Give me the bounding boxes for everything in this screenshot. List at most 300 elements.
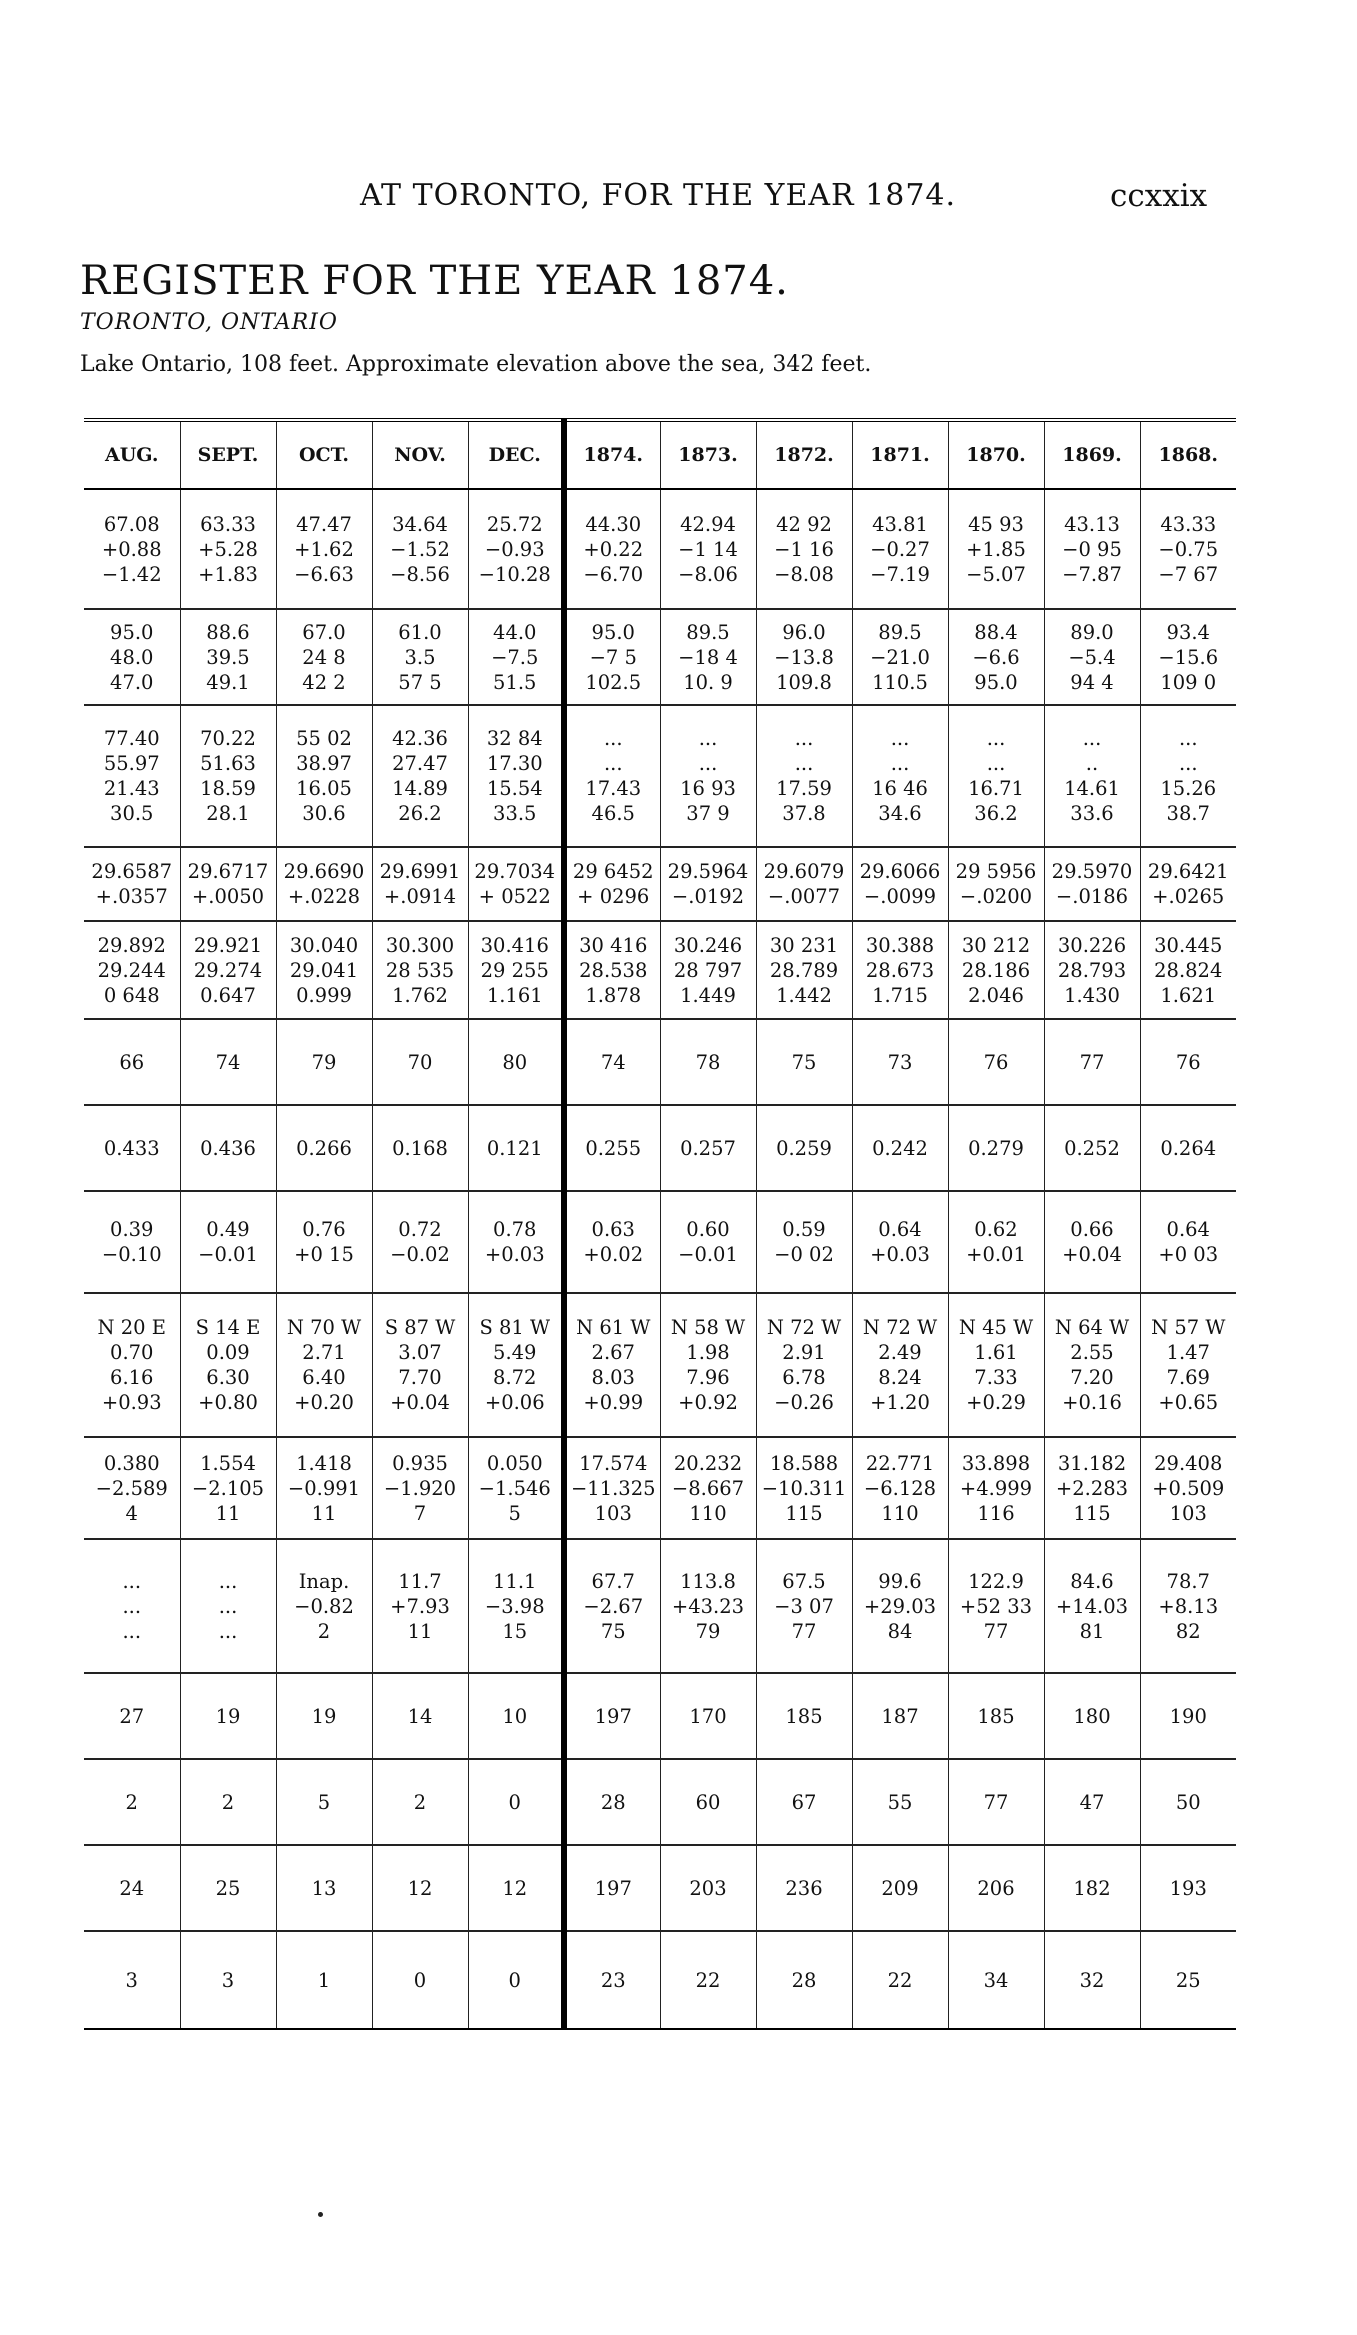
- table-cell: [276, 1673, 372, 1759]
- table-cell: [852, 1293, 948, 1437]
- cell-value: 42.94: [680, 512, 736, 536]
- table-cell: [756, 609, 852, 705]
- cell-value: 8.72: [493, 1366, 537, 1389]
- cell-value: 70.22: [200, 727, 256, 750]
- table-cell: [468, 1539, 564, 1673]
- table-cell: [1140, 489, 1236, 609]
- table-row: [84, 847, 1236, 921]
- cell-value: −2.589: [95, 1476, 168, 1500]
- table-cell: [852, 609, 948, 705]
- cell-value: 7: [413, 1501, 427, 1525]
- cell-value: +1.83: [198, 562, 258, 586]
- cell-value: ...: [603, 727, 623, 750]
- table-cell: [660, 1845, 756, 1931]
- cell-value: 10. 9: [683, 670, 733, 694]
- cell-value: 5: [508, 1501, 521, 1525]
- cell-value: −2.67: [583, 1594, 644, 1618]
- table-cell: [564, 1019, 660, 1105]
- table-cell: [948, 1105, 1044, 1191]
- table-cell: [276, 1759, 372, 1845]
- cell-value: −0.82: [294, 1594, 354, 1618]
- table-cell: [660, 1759, 756, 1845]
- register-table: [84, 400, 1236, 2030]
- column-header: 1871.: [852, 420, 948, 489]
- cell-value: −10.28: [478, 562, 551, 586]
- cell-value: −1 14: [678, 537, 738, 561]
- cell-value: ...: [1178, 727, 1198, 750]
- table-cell: [276, 1539, 372, 1673]
- cell-value: 28 535: [385, 958, 455, 982]
- cell-value: 47: [1079, 1790, 1105, 1814]
- cell-value: +8.13: [1158, 1594, 1219, 1618]
- table-cell: [1044, 1191, 1140, 1293]
- cell-value: 99.6: [878, 1569, 922, 1593]
- table-cell: [1140, 921, 1236, 1019]
- cell-value: +1.62: [294, 537, 354, 561]
- cell-value: 1: [317, 1968, 331, 1992]
- cell-value: 6.78: [782, 1366, 826, 1389]
- table-cell: [84, 489, 180, 609]
- register-elevation: Lake Ontario, 108 feet. Approximate elevation above the sea, 342 feet.: [80, 352, 872, 377]
- cell-value: 28.1: [206, 802, 250, 825]
- cell-value: 78: [695, 1050, 721, 1074]
- cell-value: 30.300: [385, 933, 455, 957]
- table-cell: [756, 1673, 852, 1759]
- table-cell: [1044, 921, 1140, 1019]
- table-cell: [180, 1845, 276, 1931]
- table-cell: [564, 1539, 660, 1673]
- table-cell: [756, 1293, 852, 1437]
- table-cell: [276, 1931, 372, 2029]
- cell-value: 32: [1079, 1968, 1105, 1992]
- table-cell: [564, 1191, 660, 1293]
- page-number: ccxxix: [1110, 178, 1208, 214]
- cell-value: 11: [407, 1619, 433, 1643]
- table-cell: [564, 1845, 660, 1931]
- cell-value: 29.6421: [1147, 860, 1229, 883]
- cell-value: 0.64: [1166, 1218, 1210, 1241]
- cell-value: ...: [890, 752, 910, 775]
- cell-value: −6.128: [863, 1476, 937, 1500]
- table-cell: [948, 1293, 1044, 1437]
- cell-value: 78.7: [1166, 1569, 1210, 1593]
- cell-value: 79: [311, 1050, 337, 1074]
- cell-value: 28: [600, 1790, 626, 1814]
- table-cell: [852, 1759, 948, 1845]
- table-cell: [1044, 1539, 1140, 1673]
- cell-value: 96.0: [782, 620, 826, 644]
- cell-value: S 14 E: [195, 1316, 261, 1339]
- cell-value: 1.554: [200, 1451, 256, 1475]
- cell-value: 30.246: [673, 933, 743, 957]
- cell-value: 0.999: [296, 983, 352, 1007]
- cell-value: +43.23: [671, 1594, 745, 1618]
- cell-value: −1 16: [774, 537, 834, 561]
- cell-value: ...: [1178, 752, 1198, 775]
- cell-value: +14.03: [1055, 1594, 1129, 1618]
- cell-value: 67.7: [591, 1569, 635, 1593]
- table-cell: [468, 1105, 564, 1191]
- table-cell: [1140, 847, 1236, 921]
- cell-value: +0.04: [1062, 1243, 1122, 1266]
- cell-value: 109.8: [776, 670, 832, 694]
- cell-value: 0.72: [398, 1218, 442, 1241]
- cell-value: 0.63: [591, 1218, 635, 1241]
- cell-value: +0.06: [484, 1391, 545, 1414]
- cell-value: 109 0: [1160, 670, 1217, 694]
- cell-value: 0.49: [206, 1218, 250, 1241]
- table-cell: [948, 1019, 1044, 1105]
- cell-value: +0.20: [294, 1391, 354, 1414]
- cell-value: Inap.: [298, 1569, 350, 1593]
- register-title: REGISTER FOR THE YEAR 1874.: [80, 258, 789, 304]
- cell-value: N 70 W: [286, 1316, 362, 1339]
- table-cell: [468, 705, 564, 847]
- cell-value: +1.85: [966, 537, 1026, 561]
- cell-value: 0.252: [1064, 1136, 1120, 1160]
- table-cell: [756, 1105, 852, 1191]
- cell-value: ...: [794, 752, 814, 775]
- cell-value: 29.6587: [91, 860, 173, 883]
- cell-value: −7 67: [1158, 562, 1219, 586]
- cell-value: 16 46: [872, 777, 928, 800]
- cell-value: 0.935: [392, 1451, 448, 1475]
- table-cell: [276, 921, 372, 1019]
- cell-value: 1.715: [872, 983, 928, 1007]
- cell-value: +2.283: [1055, 1476, 1129, 1500]
- table-cell: [756, 1845, 852, 1931]
- cell-value: ..: [1085, 752, 1099, 775]
- cell-value: 0.66: [1070, 1218, 1114, 1241]
- table-cell: [1044, 1105, 1140, 1191]
- cell-value: 79: [695, 1619, 721, 1643]
- cell-value: 88.6: [206, 620, 250, 644]
- cell-value: 1.442: [776, 983, 832, 1007]
- cell-value: ...: [122, 1594, 142, 1618]
- cell-value: S 87 W: [384, 1316, 456, 1339]
- cell-value: −13.8: [774, 645, 834, 669]
- table-cell: [756, 705, 852, 847]
- cell-value: 51.63: [200, 752, 256, 775]
- table-cell: [468, 1437, 564, 1539]
- register-place: TORONTO, ONTARIO: [80, 310, 338, 335]
- table-cell: [852, 489, 948, 609]
- cell-value: 122.9: [968, 1569, 1024, 1593]
- cell-value: 3: [221, 1968, 235, 1992]
- cell-value: −.0099: [863, 885, 937, 908]
- cell-value: +.0914: [383, 885, 457, 908]
- table-cell: [84, 1437, 180, 1539]
- cell-value: 4: [125, 1501, 138, 1525]
- table-cell: [564, 609, 660, 705]
- cell-value: 17.30: [486, 752, 543, 775]
- cell-value: 82: [1175, 1619, 1201, 1643]
- table-cell: [84, 1105, 180, 1191]
- cell-value: +0.99: [583, 1391, 644, 1414]
- cell-value: 193: [1169, 1876, 1207, 1900]
- cell-value: N 72 W: [862, 1316, 938, 1339]
- cell-value: 110: [881, 1501, 919, 1525]
- table-cell: [180, 705, 276, 847]
- cell-value: 0.259: [776, 1136, 832, 1160]
- table-cell: [1140, 1845, 1236, 1931]
- cell-value: −1.42: [101, 562, 162, 586]
- cell-value: 47.47: [296, 512, 352, 536]
- cell-value: 1.762: [392, 983, 448, 1007]
- cell-value: −0.01: [198, 1243, 258, 1266]
- cell-value: 43.81: [872, 512, 928, 536]
- cell-value: +.0228: [287, 885, 361, 908]
- column-header: OCT.: [276, 420, 372, 489]
- cell-value: 29.6991: [379, 860, 461, 883]
- cell-value: 30.6: [302, 802, 346, 825]
- stray-mark: [318, 2212, 323, 2217]
- table-cell: [180, 1931, 276, 2029]
- cell-value: −5.07: [966, 562, 1026, 586]
- table-cell: [84, 1931, 180, 2029]
- cell-value: 0.59: [782, 1218, 826, 1241]
- cell-value: 67.5: [782, 1569, 826, 1593]
- cell-value: 24: [119, 1876, 145, 1900]
- cell-value: 11: [311, 1501, 337, 1525]
- cell-value: 29.5970: [1051, 860, 1133, 883]
- table-cell: [84, 1019, 180, 1105]
- cell-value: 11.1: [493, 1569, 537, 1593]
- table-cell: [276, 609, 372, 705]
- cell-value: −7.87: [1062, 562, 1122, 586]
- cell-value: −1.920: [383, 1476, 457, 1500]
- cell-value: 51.5: [493, 670, 537, 694]
- cell-value: 3: [125, 1968, 138, 1992]
- table-cell: [660, 1539, 756, 1673]
- cell-value: −0.10: [101, 1243, 162, 1266]
- cell-value: ...: [122, 1619, 142, 1643]
- column-header: 1869.: [1044, 420, 1140, 489]
- cell-value: 6.30: [206, 1366, 250, 1389]
- cell-value: 30.388: [865, 933, 935, 957]
- cell-value: −0.991: [287, 1476, 361, 1500]
- cell-value: +0 03: [1158, 1243, 1219, 1266]
- table-cell: [276, 1845, 372, 1931]
- cell-value: +4.999: [959, 1476, 1033, 1500]
- column-header: 1870.: [948, 420, 1044, 489]
- table-row: [84, 1845, 1236, 1931]
- table-cell: [852, 1437, 948, 1539]
- cell-value: 0.242: [872, 1136, 928, 1160]
- cell-value: 29.6079: [763, 860, 845, 883]
- cell-value: ...: [986, 752, 1006, 775]
- cell-value: 39.5: [206, 645, 250, 669]
- cell-value: +.0357: [95, 885, 168, 908]
- table-cell: [372, 921, 468, 1019]
- table-cell: [660, 1437, 756, 1539]
- cell-value: 15: [502, 1619, 528, 1643]
- table-cell: [756, 921, 852, 1019]
- table-cell: [948, 1539, 1044, 1673]
- table-cell: [948, 1845, 1044, 1931]
- cell-value: +0.92: [678, 1391, 738, 1414]
- table-cell: [468, 1931, 564, 2029]
- table-cell: [1044, 1293, 1140, 1437]
- cell-value: 77: [1079, 1050, 1105, 1074]
- table-cell: [660, 1105, 756, 1191]
- table-cell: [660, 847, 756, 921]
- cell-value: −0.75: [1158, 537, 1219, 561]
- cell-value: 67: [791, 1790, 817, 1814]
- cell-value: 16.71: [968, 777, 1024, 800]
- cell-value: 0.264: [1160, 1136, 1217, 1160]
- table-cell: [84, 921, 180, 1019]
- cell-value: 33.898: [961, 1451, 1031, 1475]
- table-cell: [84, 609, 180, 705]
- table-cell: [276, 705, 372, 847]
- cell-value: 81: [1079, 1619, 1105, 1643]
- cell-value: 29.6066: [859, 860, 941, 883]
- table-cell: [276, 1019, 372, 1105]
- cell-value: ...: [794, 727, 814, 750]
- register-table-wrap: [84, 400, 1236, 2030]
- cell-value: 0.050: [486, 1451, 543, 1475]
- cell-value: −2.105: [191, 1476, 265, 1500]
- cell-value: 34: [983, 1968, 1009, 1992]
- cell-value: 0.09: [206, 1341, 250, 1364]
- cell-value: 38.97: [296, 752, 352, 775]
- cell-value: 21.43: [103, 777, 160, 800]
- cell-value: 11: [215, 1501, 241, 1525]
- cell-value: ...: [122, 1569, 142, 1593]
- table-cell: [660, 705, 756, 847]
- table-cell: [1044, 609, 1140, 705]
- cell-value: 2.49: [878, 1341, 922, 1364]
- cell-value: 29.5964: [667, 860, 749, 883]
- cell-value: 0 648: [103, 983, 160, 1007]
- cell-value: 102.5: [585, 670, 642, 694]
- cell-value: 1.430: [1064, 983, 1120, 1007]
- cell-value: 2: [413, 1790, 427, 1814]
- table-cell: [660, 1019, 756, 1105]
- table-cell: [468, 1759, 564, 1845]
- table-cell: [180, 1293, 276, 1437]
- running-title: AT TORONTO, FOR THE YEAR 1874.: [360, 178, 957, 213]
- table-cell: [564, 705, 660, 847]
- cell-value: +0.02: [583, 1243, 644, 1266]
- table-cell: [852, 1105, 948, 1191]
- cell-value: ...: [218, 1569, 238, 1593]
- cell-value: ...: [1082, 727, 1102, 750]
- table-cell: [84, 1845, 180, 1931]
- table-cell: [468, 1845, 564, 1931]
- table-cell: [1140, 609, 1236, 705]
- column-header: AUG.: [105, 443, 159, 466]
- cell-value: 37 9: [686, 802, 730, 825]
- table-cell: [372, 1293, 468, 1437]
- cell-value: +0.03: [484, 1243, 545, 1266]
- cell-value: 0.39: [110, 1218, 154, 1241]
- cell-value: 14: [407, 1704, 433, 1728]
- cell-value: 29 5956: [955, 860, 1037, 883]
- cell-value: 30 212: [961, 933, 1031, 957]
- cell-value: 29.041: [289, 958, 359, 982]
- cell-value: 0.647: [200, 983, 256, 1007]
- table-cell: [564, 1437, 660, 1539]
- cell-value: 23: [600, 1968, 626, 1992]
- cell-value: 0.60: [686, 1218, 730, 1241]
- cell-value: +5.28: [198, 537, 258, 561]
- table-cell: [372, 1931, 468, 2029]
- cell-value: 30.5: [110, 802, 154, 825]
- cell-value: 43.33: [1160, 512, 1217, 536]
- table-cell: [852, 1191, 948, 1293]
- cell-value: 33.6: [1070, 802, 1114, 825]
- cell-value: −3.98: [484, 1594, 545, 1618]
- table-cell: [660, 1293, 756, 1437]
- table-cell: [84, 1539, 180, 1673]
- table-cell: [948, 1931, 1044, 2029]
- cell-value: −1.546: [478, 1476, 551, 1500]
- cell-value: 22: [887, 1968, 913, 1992]
- table-cell: [84, 705, 180, 847]
- cell-value: 7.70: [398, 1366, 442, 1389]
- cell-value: 6.40: [302, 1366, 346, 1389]
- cell-value: +7.93: [390, 1594, 450, 1618]
- cell-value: 37.8: [782, 802, 826, 825]
- column-header: DEC.: [468, 420, 564, 489]
- cell-value: 185: [785, 1704, 823, 1728]
- cell-value: N 64 W: [1054, 1316, 1130, 1339]
- cell-value: +0.65: [1158, 1391, 1219, 1414]
- cell-value: 30 231: [769, 933, 839, 957]
- table-row: [84, 1673, 1236, 1759]
- cell-value: ...: [603, 752, 623, 775]
- cell-value: −.0077: [767, 885, 841, 908]
- cell-value: 28.538: [579, 958, 648, 982]
- table-cell: [948, 1673, 1044, 1759]
- cell-value: 84: [887, 1619, 913, 1643]
- cell-value: 2: [221, 1790, 235, 1814]
- table-cell: [276, 1293, 372, 1437]
- cell-value: 44.30: [585, 512, 642, 536]
- cell-value: ...: [218, 1594, 238, 1618]
- cell-value: 7.20: [1070, 1366, 1114, 1389]
- table-cell: [660, 921, 756, 1019]
- table-cell: [1140, 1437, 1236, 1539]
- table-cell: [564, 1105, 660, 1191]
- cell-value: 11.7: [398, 1569, 442, 1593]
- cell-value: 22: [695, 1968, 721, 1992]
- table-cell: [468, 489, 564, 609]
- cell-value: 0: [508, 1790, 521, 1814]
- table-cell: [180, 921, 276, 1019]
- cell-value: 0.380: [103, 1451, 160, 1475]
- table-cell: [948, 705, 1044, 847]
- table-cell: [660, 489, 756, 609]
- table-row: [84, 1019, 1236, 1105]
- cell-value: 115: [1073, 1501, 1111, 1525]
- cell-value: 2.55: [1070, 1341, 1114, 1364]
- cell-value: 1.161: [486, 983, 543, 1007]
- table-cell: [852, 1539, 948, 1673]
- table-cell: [468, 921, 564, 1019]
- cell-value: 32 84: [486, 727, 543, 750]
- table-cell: [468, 1191, 564, 1293]
- cell-value: 28: [791, 1968, 817, 1992]
- cell-value: 44.0: [493, 620, 537, 644]
- cell-value: 75: [791, 1050, 817, 1074]
- cell-value: 67.0: [302, 620, 346, 644]
- table-cell: [468, 609, 564, 705]
- cell-value: −.0192: [671, 885, 745, 908]
- cell-value: 89.5: [686, 620, 730, 644]
